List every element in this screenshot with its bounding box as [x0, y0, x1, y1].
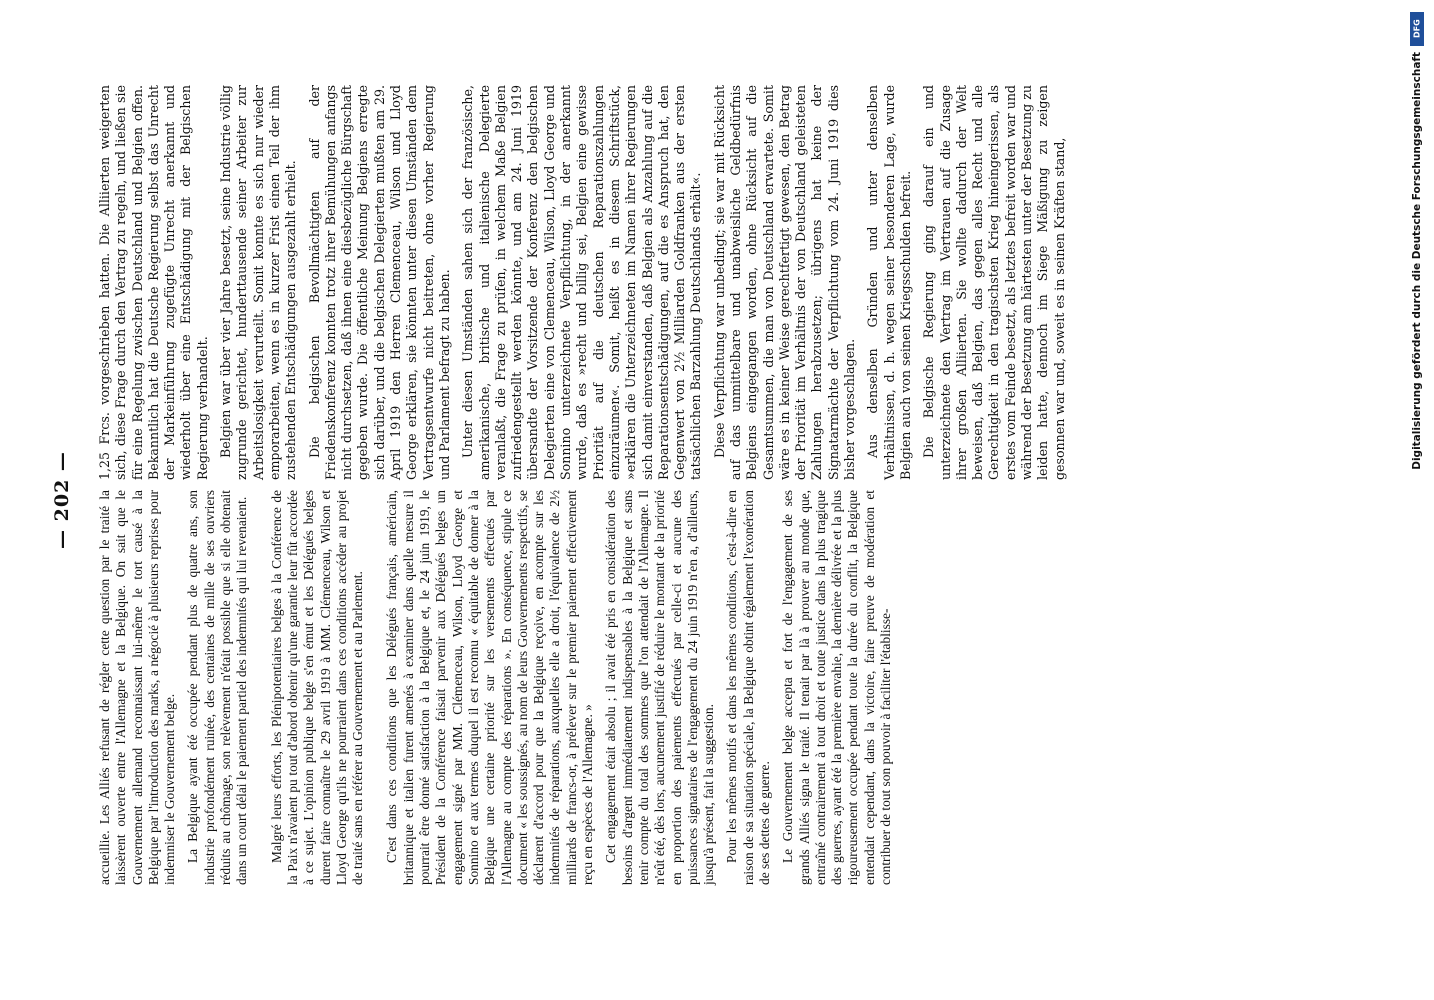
page-number: — 202 —: [51, 451, 73, 549]
paragraph-de-6: Aus denselben Gründen und unter denselben Verhältnissen, d. h. wegen seiner besonderen Lage, wurde Belgien auch von seinen Kriegsschulden befreit.: [865, 85, 913, 480]
paragraph-de-5: Diese Verpflichtung war unbedingt; sie war mit Rücksicht auf das unmittelbare und unabweisliche Geldbedürfnis Belgiens eingegangen worden, ohne Rücksicht auf die Gesamtsummen, die man von Deutschland erwartete. Somit wäre es in keiner Weise gerechtfertigt gewesen, den Betrag der Priorität im Verhältnis der von Deutschland geleisteten Zahlungen herabzusetzen; übrigens hat keine der Signatarmächte der Verpflichtung vom 24. Juni 1919 dies bisher vorgeschlagen.: [711, 85, 858, 480]
scanned-page: [37, 50, 1397, 950]
paragraph-de-7: Die Belgische Regierung ging darauf ein und unterzeichnete den Vertrag im Vertrauen auf die Zusage ihrer großen Alliierten. Sie wollte dadurch der Welt beweisen, daß Belgien, das gegen alles Recht und alle Gerechtigkeit in den tragischsten Krieg hineingerissen, als erstes vom Feinde besetzt, als letztes befreit worden war und während der Besetzung am härtesten unter der Besetzung zu leiden hatte, dennoch im Siege Mäßigung zu zeigen gesonnen war und, soweit es in seinen Kräften stand,: [921, 85, 1067, 480]
paragraph-de-3: Die belgischen Bevollmächtigten auf der Friedenskonferenz konnten trotz ihrer Bemühungen anfangs nicht durchsetzen, daß ihnen eine diesbezügliche Bürgschaft gegeben wurde. Die öffentliche Meinung Belgiens erregte sich darüber, und die belgischen Delegierten mußten am 29. April 1919 den Herren Clemenceau, Wilson und Lloyd George erklären, sie könnten unter diesen Umständen dem Vertragsentwurfe nicht beitreten, ohne vorher Regierung und Parlament befragt zu haben.: [306, 85, 452, 480]
digitization-footer: [1405, 12, 1429, 972]
german-column: [97, 85, 1075, 480]
funding-note: Digitalisierung gefördert durch die Deutsche Forschungsgemeinschaft: [1411, 52, 1423, 470]
paragraph-fr-2: La Belgique ayant été occupée pendant plus de quatre ans, son industrie profondément ruinée, des centaines de mille de ses ouvriers réduits au chômage, son relèvement n'était possible que si elle obtenait dans un court délai le paiement partiel des indemnités qui lui revenaient.: [185, 490, 250, 885]
paragraph-fr-4: C'est dans ces conditions que les Délégués français, américain, britannique et italien furent amenés à examiner dans quelle mesure il pourrait être donné satisfaction à la Belgique et, le 24 juin 1919, le Président de la Conférence faisait parvenir aux Délégués belges un engagement signé par MM. Clémenceau, Wilson, Lloyd George et Sonnino et aux termes duquel il est reconnu « équitable de donner à la Belgique une certaine priorité sur les versements effectués par l'Allemagne au compte des réparations ». En conséquence, stipule ce document « les soussignés, au nom de leurs Gouvernements respectifs, se déclarent d'accord pour que la Belgique reçoive, en acompte sur les indemnités de réparations, auxquelles elle a droit, l'équivalence de 2½ milliards de francs-or, à prélever sur le premier paiement effectivement reçu en espèces de l'Allemagne. »: [384, 490, 596, 885]
paragraph-de-1: 1,25 Frcs. vorgeschrieben hatten. Die Alliierten weigerten sich, diese Frage durch den Vertrag zu regeln, und ließen sie für eine Regelung zwischen Deutschland und Belgien offen. Bekanntlich hat die Deutsche Regierung selbst das Unrecht der Markeinführung zugefügte Unrecht anerkannt und wiederholt über eine Entschädigung mit der Belgischen Regierung verhandelt.: [97, 85, 210, 480]
paragraph-fr-7: Le Gouvernement belge accepta et fort de l'engagement de ses grands Alliés signa le traité. Il tenait par là à prouver au monde que, entraîné contrairement à tout droit et toute justice dans la plus tragique des guerres, ayant été la première envahie, la dernière délivrée et la plus rigoureusement occupée pendant toute la durée du conflit, la Belgique entendait cependant, dans la victoire, faire preuve de modération et contribuer de tout son pouvoir à faciliter l'établisse-: [780, 490, 894, 885]
paragraph-fr-5: Cet engagement était absolu ; il avait été pris en considération des besoins d'argent immédiatement indispensables à la Belgique et sans tenir compte du total des sommes que l'on attendait de l'Allemagne. Il n'eût été, dès lors, aucunement justifié de réduire le montant de la priorité en proportion des paiements effectués par celle-ci et aucune des puissances signataires de l'engagement du 24 juin 1919 n'en a, d'ailleurs, jusqu'à présent, fait la suggestion.: [603, 490, 717, 885]
paragraph-de-2: Belgien war über vier Jahre besetzt, seine Industrie völlig zugrunde gerichtet, hunderttausende seiner Arbeiter zur Arbeitslosigkeit verurteilt. Somit konnte es sich nur wieder emporarbeiten, wenn es in kurzer Frist einen Teil der ihm zustehenden Entschädigungen ausgezahlt erhielt.: [218, 85, 299, 480]
dfg-logo: DFG: [1410, 12, 1424, 46]
paragraph-fr-1: accueillie. Les Alliés refusant de régler cette question par le traité la laissèrent ouverte entre l'Allemagne et la Belgique. On sait que le Gouvernement allemand reconnaissant lui-même le tort causé à la Belgique par l'introduction des marks, a négocié à plusieurs reprises pour indemniser le Gouvernement belge.: [97, 490, 178, 885]
paragraph-de-4: Unter diesen Umständen sahen sich der französische, amerikanische, britische und italienische Delegierte veranlaßt, die Frage zu prüfen, in welchem Maße Belgien zufriedengestellt werden könnte, und am 24. Juni 1919 übersandte der Vorsitzende der Konferenz den belgischen Delegierten eine von Clemenceau, Wilson, Lloyd George und Sonnino unterzeichnete Verpflichtung, in der anerkannt wurde, daß es »recht und billig sei, Belgien eine gewisse Priorität auf die deutschen Reparationszahlungen einzuräumen«. Somit, heißt es in diesem Schriftstück, »erklären die Unterzeichneten im Namen ihrer Regierungen sich damit einverstanden, daß Belgien als Anzahlung auf die Reparationsentschädigungen, auf die es Anspruch hat, den Gegenwert von 2½ Milliarden Goldfranken aus der ersten tatsächlichen Barzahlung Deutschlands erhält«.: [460, 85, 704, 480]
paragraph-fr-3: Malgré leurs efforts, les Plénipotentiaires belges à la Conférence de la Paix n'avaient pu tout d'abord obtenir qu'une garantie leur fût accordée à ce sujet. L'opinion publique belge s'en émut et les Délégués belges durent faire connaître le 29 avril 1919 à MM. Clémenceau, Wilson et Lloyd George qu'ils ne pourraient dans ces conditions accéder au projet de traité sans en référer au Gouvernement et au Parlement.: [268, 490, 366, 885]
french-column: [97, 490, 901, 885]
paragraph-fr-6: Pour les mêmes motifs et dans les mêmes conditions, c'est-à-dire en raison de sa situation spéciale, la Belgique obtint également l'exonération de ses dettes de guerre.: [724, 490, 772, 885]
